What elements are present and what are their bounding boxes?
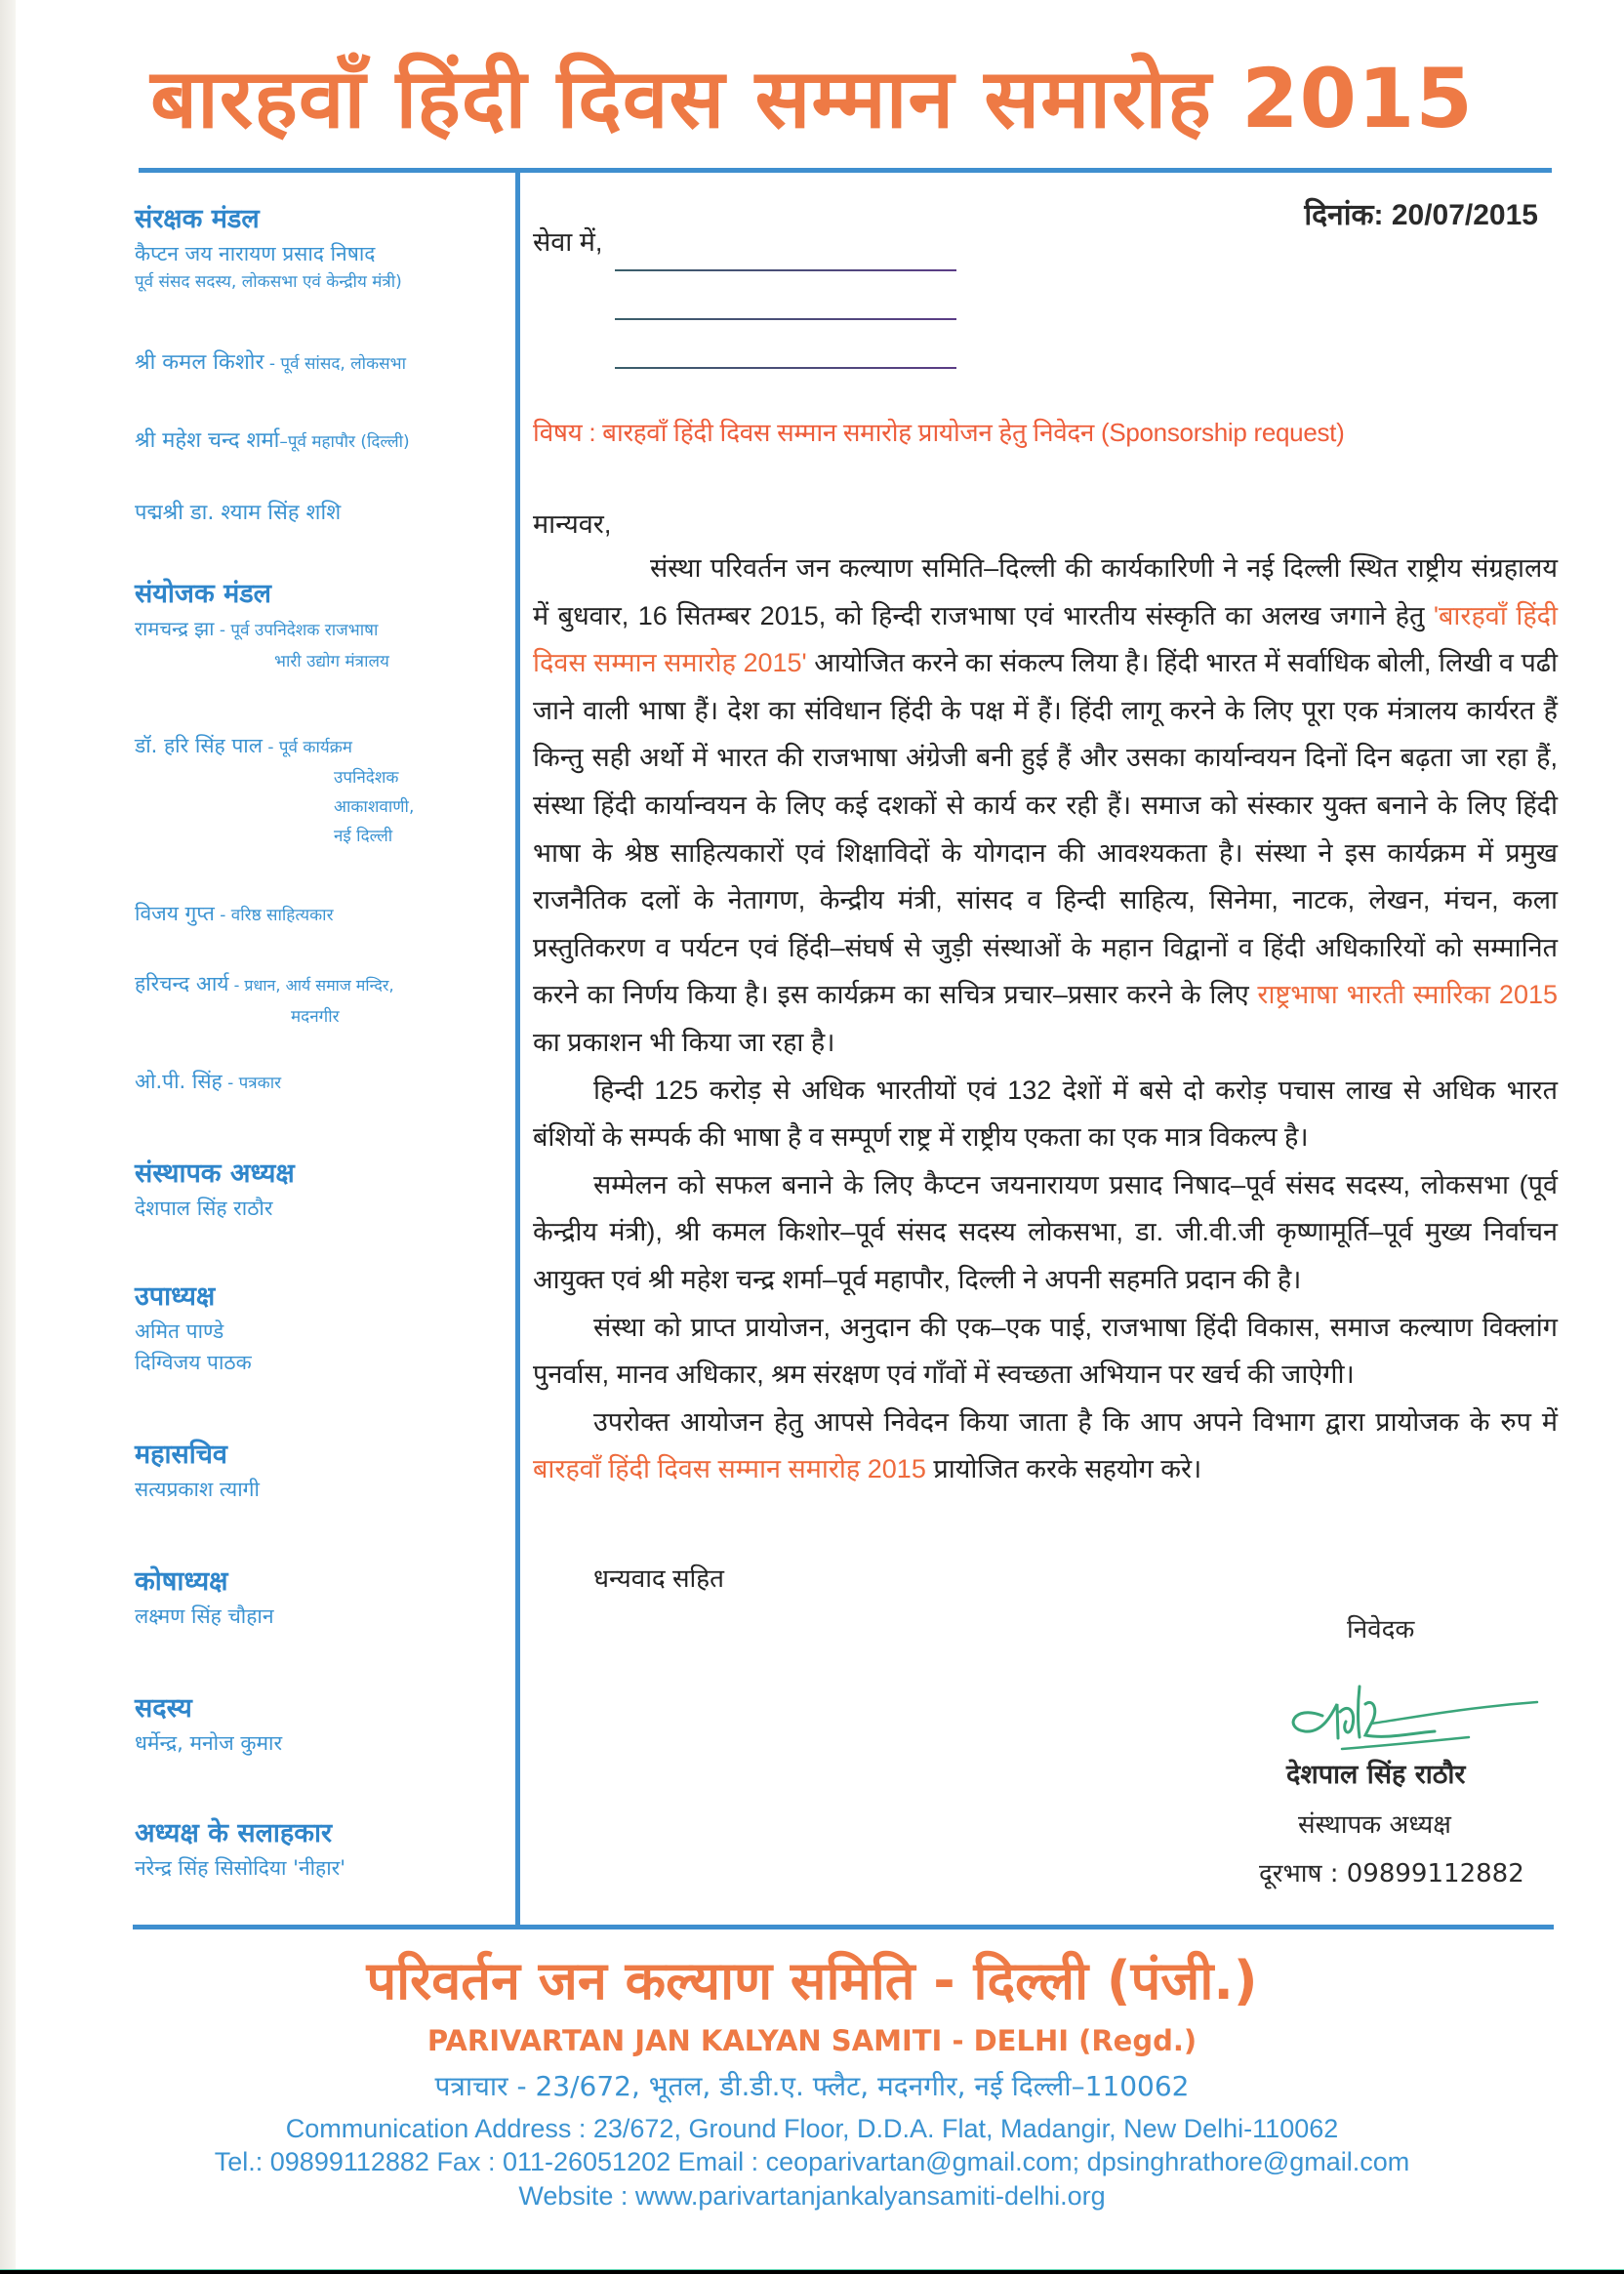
address-english: Communication Address : 23/672, Ground Floor, D.D.A. Flat, Madangir, New Delhi-110062: [285, 2114, 1339, 2143]
member-name: रामचन्द्र झा: [135, 617, 215, 640]
section-heading: अध्यक्ष के सलाहकार: [135, 1818, 332, 1848]
closing: धन्यवाद सहित: [593, 1563, 724, 1593]
member-name: धर्मेन्द्र, मनोज कुमार: [135, 1731, 283, 1755]
event-name-highlight: 'बारहवाँ हिंदी दिवस सम्मान समारोह 2015': [533, 600, 1558, 678]
org-name-english: PARIVARTAN JAN KALYAN SAMITI - DELHI (Regd.): [426, 2024, 1198, 2057]
member-role: - पत्रकार: [222, 1074, 282, 1093]
signer-name: देशपाल सिंह राठौर: [1286, 1760, 1466, 1790]
member-entry: [135, 498, 513, 529]
member-role: - पूर्व कार्यक्रम: [262, 738, 352, 757]
member-name: सत्यप्रकाश त्यागी: [135, 1478, 260, 1501]
section-heading: संरक्षक मंडल: [135, 204, 260, 234]
paragraph: हिन्दी 125 करोड़ से अधिक भारतीयों एवं 132 देशों में बसे दो करोड़ पचास लाख से अधिक भारत बंशियों के सम्पर्क की भाषा है व सम्पूर्ण राष्ट्र में राष्ट्रीय एकता का एक मात्र विकल्प है।: [533, 1075, 1558, 1153]
signature-icon: [1264, 1675, 1557, 1763]
address-hindi: पत्राचार - 23/672, भूतल, डी.डी.ए. फ्लैट, मदनगीर, नई दिल्ली–110062: [434, 2070, 1190, 2102]
recipient-line: [615, 269, 956, 271]
letter-subject: विषय : बारहवाँ हिंदी दिवस सम्मान समारोह प्रायोजन हेतु निवेदन (Sponsorship request): [533, 418, 1345, 447]
member-role: –पूर्व महापौर (दिल्ली): [279, 432, 410, 452]
convener-board: [135, 576, 513, 677]
paragraph-text: प्रायोजित करके सहयोग करे।: [925, 1454, 1202, 1484]
bottom-divider: [133, 1925, 1554, 1929]
member-name: श्री महेश चन्द शर्मा: [135, 428, 280, 453]
member-entry: [135, 898, 513, 931]
paragraph: सम्मेलन को सफल बनाने के लिए कैप्टन जयनारायण प्रसाद निषाद–पूर्व संसद सदस्य, लोकसभा (पूर्व केन्द्रीय मंत्री), श्री कमल किशोर–पूर्व संसद सदस्य लोकसभा, डा. जी.वी.जी कृष्णामूर्ति–पूर्व मुख्य निर्वाचन आयुक्त एवं श्री महेश चन्द्र शर्मा–पूर्व महापौर, दिल्ली ने अपनी सहमति प्रदान की है।: [533, 1169, 1558, 1294]
member-name: अमित पाण्डे: [135, 1320, 224, 1343]
member-role-cont: आकाशवाणी,: [334, 797, 415, 817]
page-title: बारहवाँ हिंदी दिवस सम्मान समारोह 2015: [150, 51, 1474, 146]
section-heading: कोषाध्यक्ष: [135, 1566, 228, 1597]
letter-paragraphs: [533, 545, 1558, 1493]
website-link[interactable]: Website : www.parivartanjankalyansamiti-delhi.org: [518, 2181, 1106, 2211]
section-heading: उपाध्यक्ष: [135, 1281, 216, 1312]
section-heading: संस्थापक अध्यक्ष: [135, 1158, 295, 1189]
member-entry: [135, 1066, 513, 1099]
member-name: ओ.पी. सिंह: [135, 1070, 223, 1093]
member-name: हरिचन्द आर्य: [135, 972, 229, 995]
member-role: - पूर्व सांसद, लोकसभा: [264, 354, 406, 374]
member-entry: [135, 347, 513, 380]
signer-title: संस्थापक अध्यक्ष: [1298, 1810, 1451, 1840]
treasurer: [135, 1563, 513, 1632]
section-heading: महासचिव: [135, 1440, 227, 1470]
scan-bottom-edge: [0, 2269, 1624, 2274]
paragraph-text: का प्रकाशन भी किया जा रहा है।: [533, 1027, 835, 1057]
recipient-line: [615, 367, 956, 369]
member-role: - वरिष्ठ साहित्यकार: [214, 906, 334, 925]
member-entry: [135, 426, 513, 458]
member-name: देशपाल सिंह राठौर: [135, 1197, 273, 1220]
letter-date: दिनांक: 20/07/2015: [1304, 199, 1538, 231]
paragraph: संस्था को प्राप्त प्रायोजन, अनुदान की एक–एक पाई, राजभाषा हिंदी विकास, समाज कल्याण विक्लांग पुनर्वास, मानव अधिकार, श्रम संरक्षण एवं गाँवों में स्वच्छता अभियान पर खर्च की जाऐगी।: [533, 1312, 1558, 1390]
souvenir-highlight: राष्ट्रभाषा भारती स्मारिका 2015: [1257, 980, 1558, 1010]
to-label: सेवा में,: [533, 227, 603, 257]
member-name: डॉ. हरि सिंह पाल: [135, 734, 263, 757]
vice-president: [135, 1279, 513, 1378]
top-divider: [139, 168, 1552, 173]
member-role-cont: भारी उद्योग मंत्रालय: [274, 652, 389, 671]
founder-president: [135, 1156, 513, 1224]
member-name: नरेन्द्र सिंह सिसोदिया 'नीहार': [135, 1856, 345, 1880]
member-name: कैप्टन जय नारायण प्रसाद निषाद: [135, 242, 376, 265]
section-heading: संयोजक मंडल: [135, 579, 271, 609]
paragraph: [533, 1399, 1558, 1493]
member-name: श्री कमल किशोर: [135, 350, 264, 375]
scan-edge: [0, 0, 16, 2273]
salutation: मान्यवर,: [533, 509, 612, 539]
member-role: - प्रधान, आर्य समाज मन्दिर,: [228, 976, 394, 995]
member-entry: [135, 730, 513, 851]
member-entry: [135, 968, 513, 1033]
contact-details: Tel.: 09899112882 Fax : 011-26051202 Email : ceoparivartan@gmail.com; dpsinghrathore@gmail.com: [214, 2147, 1410, 2176]
member-role-cont: मदनगीर: [291, 1007, 340, 1027]
member-name: दिग्विजय पाठक: [135, 1351, 252, 1374]
patron-board: [135, 201, 513, 295]
members: [135, 1690, 513, 1759]
member-role-cont: उपनिदेशक: [334, 768, 399, 788]
paragraph-text: आयोजित करने का संकल्प लिया है। हिंदी भारत में सर्वाधिक बोली, लिखी व पढी जाने वाली भाषा हैं। देश का संविधान हिंदी के पक्ष में हैं। हिंदी लागू करने के लिए पूरा एक मंत्रालय कार्यरत हैं किन्तु सही अर्थो में भारत की राजभाषा अंग्रेजी बनी हुई हैं और उसका कार्यान्वयन दिनों दिन बढ़ता जा रहा हैं, संस्था हिंदी कार्यान्वयन के लिए कई दशकों से कार्य कर रही हैं। समाज को संस्कार युक्त बनाने के लिए हिंदी भाषा के श्रेष्ठ साहित्यकारों एवं शिक्षाविदों के योगदान की आवश्यकता है। संस्था ने इस कार्यक्रम में प्रमुख राजनैतिक दलों के नेतागण, केन्द्रीय मंत्री, सांसद व हिन्दी साहित्य, सिनेमा, नाटक, लेखन, मंचन, कला प्रस्तुतिकरण व पर्यटन एवं हिंदी–संघर्ष से जुड़ी संस्थाओं के महान विद्वानों व हिंदी अधिकारियों को सम्मानित करने का निर्णय किया है। इस कार्यक्रम का सचित्र प्रचार–प्रसार करने के लिए: [533, 648, 1559, 1010]
president-advisor: [135, 1815, 513, 1884]
sender-label: निवेदक: [1347, 1615, 1415, 1645]
event-name-highlight: बारहवाँ हिंदी दिवस सम्मान समारोह 2015: [533, 1454, 926, 1484]
column-divider: [515, 170, 520, 1927]
member-name: लक्ष्मण सिंह चौहान: [135, 1604, 274, 1628]
member-role: पूर्व संसद सदस्य, लोकसभा एवं केन्द्रीय मंत्री): [135, 272, 402, 292]
paragraph: [533, 545, 1558, 1067]
general-secretary: [135, 1437, 513, 1505]
recipient-line: [615, 318, 956, 320]
member-name: पद्मश्री डा. श्याम सिंह शशि: [135, 501, 342, 525]
paragraph-text: उपरोक्त आयोजन हेतु आपसे निवेदन किया जाता है कि आप अपने विभाग द्वारा प्रायोजक के रुप में: [593, 1406, 1558, 1437]
org-name-hindi: परिवर्तन जन कल्याण समिति - दिल्ली (पंजी.): [366, 1950, 1258, 2011]
section-heading: सदस्य: [135, 1693, 192, 1724]
member-name: विजय गुप्त: [135, 902, 215, 925]
member-role-cont: नई दिल्ली: [334, 827, 393, 846]
signer-phone: दूरभाष : 09899112882: [1259, 1859, 1524, 1888]
paragraph-text: संस्था परिवर्तन जन कल्याण समिति–दिल्ली की कार्यकारिणी ने नई दिल्ली स्थित राष्ट्रीय संग्रहालय में बुधवार, 16 सितम्बर 2015, को हिन्दी राजभाषा एवं भारतीय संस्कृति का अलख जगाने हेतु: [533, 553, 1558, 630]
member-role: - पूर्व उपनिदेशक राजभाषा: [214, 621, 379, 640]
